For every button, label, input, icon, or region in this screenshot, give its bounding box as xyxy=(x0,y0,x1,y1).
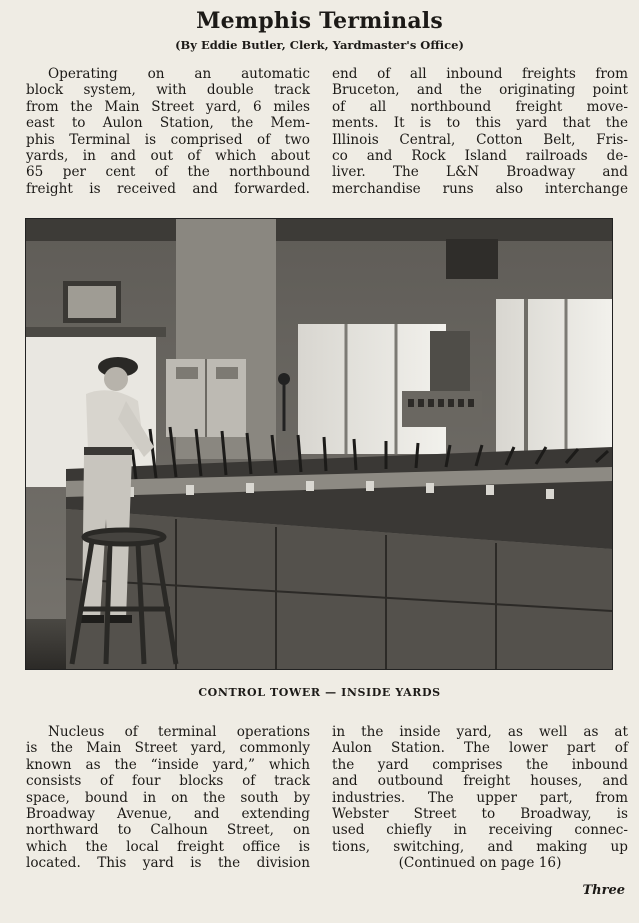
text-line: Broadway Avenue, and extending xyxy=(26,806,310,823)
text-column-top-left xyxy=(26,66,310,197)
article-title: Memphis Terminals xyxy=(196,8,443,34)
article-byline: (By Eddie Butler, Clerk, Yardmaster's Office) xyxy=(175,38,464,52)
page-number: Three xyxy=(582,883,625,898)
text-line: space, bound in on the south by xyxy=(26,789,310,806)
text-line: yards, in and out of which about xyxy=(26,148,310,165)
text-line: block system, with double track xyxy=(26,82,310,99)
photo-caption: CONTROL TOWER — INSIDE YARDS xyxy=(198,686,441,699)
text-line: liver. The L&N Broadway and xyxy=(332,164,628,181)
text-line: ments. It is to this yard that the xyxy=(332,115,628,132)
photo-illustration xyxy=(26,219,612,669)
text-line: Webster Street to Broadway, is xyxy=(332,806,628,823)
text-line: is the Main Street yard, commonly xyxy=(26,740,310,757)
text-line: Bruceton, and the originating point xyxy=(332,82,628,99)
text-line: co and Rock Island railroads de- xyxy=(332,148,628,165)
text-line: merchandise runs also interchange xyxy=(332,180,628,197)
text-line: in the inside yard, as well as at xyxy=(332,724,628,740)
text-line: tions, switching, and making up xyxy=(332,838,628,855)
control-tower-photo xyxy=(25,218,613,670)
text-column-top-right xyxy=(332,66,628,197)
continued-note: (Continued on page 16) xyxy=(398,855,562,872)
text-line: east to Aulon Station, the Mem- xyxy=(26,115,310,132)
text-line: Aulon Station. The lower part of xyxy=(332,740,628,757)
text-line: used chiefly in receiving connec- xyxy=(332,822,628,839)
text-line: phis Terminal is comprised of two xyxy=(26,131,310,148)
text-line: known as the “inside yard,” which xyxy=(26,756,310,773)
text-line: consists of four blocks of track xyxy=(26,773,310,790)
text-line: of all northbound freight move- xyxy=(332,98,628,115)
text-column-bottom-left xyxy=(26,724,310,872)
text-line: Nucleus of terminal operations xyxy=(48,724,310,740)
text-line: and outbound freight houses, and xyxy=(332,773,628,790)
text-line: industries. The upper part, from xyxy=(332,789,628,806)
text-column-bottom-right xyxy=(332,724,628,872)
text-line: 65 per cent of the northbound xyxy=(26,164,310,181)
text-line: located. This yard is the division xyxy=(26,855,310,872)
text-line: end of all inbound freights from xyxy=(332,66,628,82)
text-line: Operating on an automatic xyxy=(48,66,310,82)
text-line: the yard comprises the inbound xyxy=(332,756,628,773)
text-line: which the local freight office is xyxy=(26,838,310,855)
text-line: freight is received and forwarded. xyxy=(26,180,310,197)
text-line: from the Main Street yard, 6 miles xyxy=(26,98,310,115)
text-line: Illinois Central, Cotton Belt, Fris- xyxy=(332,131,628,148)
text-line: northward to Calhoun Street, on xyxy=(26,822,310,839)
